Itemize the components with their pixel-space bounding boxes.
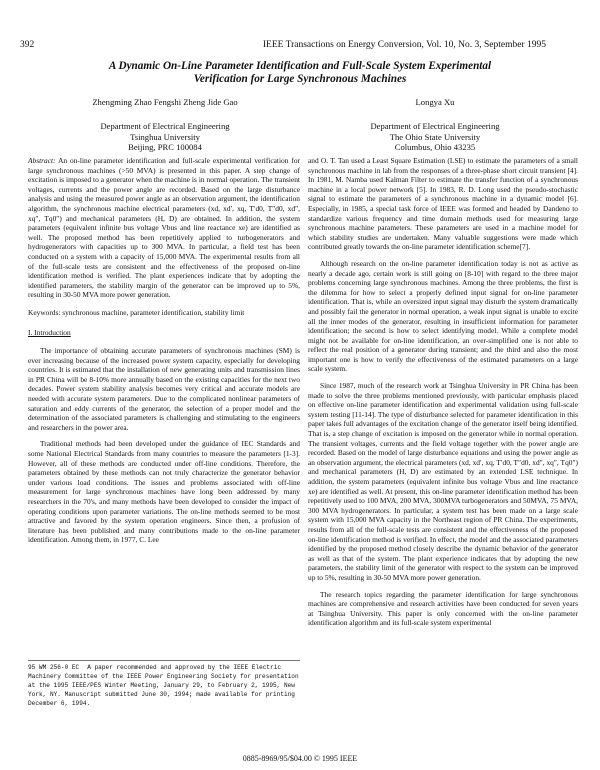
keywords-label: Keywords:: [28, 307, 61, 317]
left-column: [28, 156, 300, 552]
intro-paragraph-2: Traditional methods had been developed under the guidance of IEC Standards and some National Electrical Standards from many countries to measure the parameters [1-3]. However, all of these methods are conducted under off-line conditions. Therefore, the parameters obtained by these methods can not truly characterize the generator behavior under various load conditions. The issues and problems associated with off-line measurement for large synchronous machines have long been addressed by many researchers in the 70's, and many methods have been developed to consider the impact of operating conditions upon parameter variations. The on-line methods seemed to be most attractive and favored by the system operation engineers. Since then, a profusion of literature has been published and many contributions made to the on-line parameter identification. Among them, in 1977, C. Lee: [28, 439, 300, 545]
author-university: The Ohio State University: [389, 131, 481, 142]
page-number: 392: [20, 40, 35, 50]
author-city: Columbus, Ohio 43235: [394, 142, 476, 153]
author-block-tsinghua: [70, 97, 260, 153]
right-column: [308, 156, 578, 635]
running-header: [0, 40, 600, 52]
paper-title: [80, 60, 520, 86]
keywords: [28, 308, 300, 318]
footnote-text: A paper recommended and approved by the IEEE Electric Machinery Committee of the IEEE Power Engineering Society for presentation at the 1995 IEEE/PES Winter Meeting, January 29, to February 2, 1995, New York, NY. Manuscript submitted June 30, 1994; made available for printing December 6, 1994.: [28, 664, 299, 707]
title-line-2: Verification for Large Synchronous Machines: [193, 73, 407, 85]
author-university: Tsinghua University: [130, 131, 200, 142]
intro-paragraph-1: The importance of obtaining accurate parameters of synchronous machines (SM) is ever increasing because of the increased power system capacity, especially for developing countries. It is estimated that the installation of new generating units and transmission lines in PR China will be 8-10% more annually based on the existing capacities for the next two decades. Power system stability analysis becomes very critical and accurate models are needed with accurate system parameters. Due to the complicated nonlinear parameters of saturation and eddy currents of the generator, the selection of a proper model and the determination of the associated parameters is challenging and stimulating to the engineers and researchers in the power area.: [28, 346, 300, 432]
section-heading-introduction: I. Introduction: [28, 327, 71, 337]
body-paragraph-2: Although research on the on-line parameter identification today is not as active as nearly a decade ago, certain work is still going on [8-10] with regard to the three major problems concerning large synchronous machines. Among the three problems, the first is the dilemma for how to select a properly defined input signal for on-line parameter identification. That is, while an oversized input signal may disturb the system dramatically and possibly fail the generator in normal operation, a weak input signal is unable to excite all the inner modes of the generator, resulting in insufficient information for parameter identification; the second is how to select identifying model. While a complete model might not be available for on-line identification, an over-simplified one is not able to reflect the real position of a generator during transient; and the third and also the most important one is how to verify the effectiveness of the estimated parameters on a large scale system.: [308, 258, 578, 374]
abstract-text: An on-line parameter identification and full-scale experimental verification for large synchronous machines (>50 MVA) is presented in this paper. A step change of excitation is imposed to a generator when the machine is in normal operation. The transient voltages, currents and the power angle are recorded. Based on the large disturbance analysis and using the measured power angle as an observation argument, the identification algorithm, the synchronous machine electrical parameters (xd, xd′, xq, T′d0, T″d0, xd″, xq″, Tq0″) and mechanical parameters (H, D) are obtained. In addition, the system parameters (equivalent infinite bus voltage Vbus and line reactance xe) are identified as well. The proposed method has been repetitively applied to turbogenerators and hydrogenerators with capacities up to 300 MVA. In particular, a field test has been conducted on a system with a capacity of 15,000 MVA. The experimental results from all of the full-scale tests are consistent and the effectiveness of the proposed on-line identification method is verified. The plant experiences indicate that by adopting the identified parameters, the stability margin of the generator can be improved up to 5%, resulting in 30-50 MVA more power generation.: [28, 156, 300, 300]
abstract: [28, 156, 300, 300]
footnote: [28, 660, 300, 708]
keywords-text: synchronous machine, parameter identification, stability limit: [62, 307, 245, 317]
author-department: Department of Electrical Engineering: [100, 121, 230, 132]
author-block-ohio: [340, 97, 530, 153]
author-names: Longya Xu: [415, 97, 455, 107]
body-paragraph-1: and O. T. Tan used a Least Square Estimation (LSE) to estimate the parameters of a small synchronous machine in lab from the responses of a three-phase short circuit transient [4]. In 1981, M. Namba used Kalman Filter to estimate the transfer function of a synchronous machine in a local power network [5]. In 1983, R. D. Long used the pseudo-stochastic signal to estimate the parameters of a synchronous machine in a dynamic model [6]. Especially, in 1985, a special task force of IEEE was formed and headed by Dandeno to standardize various frequency and time domain methods used for measuring large synchronous machine parameters. These parameters are used in a machine model for which stability studies are undertaken. Many valuable suggestions were made which contributed greatly towards the on-line parameter identification scheme[7].: [308, 156, 578, 252]
author-names: Zhengming Zhao Fengshi Zheng Jide Gao: [92, 97, 238, 107]
abstract-label: Abstract:: [28, 156, 56, 165]
journal-citation: IEEE Transactions on Energy Conversion, Vol. 10, No. 3, September 1995: [262, 40, 546, 50]
body-paragraph-3: Since 1987, much of the research work at Tsinghua University in PR China has been made to solve the three problems mentioned previously, with particular emphasis placed on effective on-line parameter identification and experimental validation using full-scale system testing [11-14]. The type of disturbance selected for parameter identification in this paper takes full advantages of the excitation change of the generator itself being identified. That is, a step change of excitation is imposed on the generator while in normal operation. The transient voltages, currents and the field voltage together with the power angle are recorded. Based on the model of large disturbance equations and using the power angle as an observation argument, the electrical parameters (xd, xd′, xq, T′d0, T″d0, xd″, xq″, Tq0″) and mechanical parameters (H, D) are estimated by an extended LSE technique. In addition, the system parameters (equivalent infinite bus voltage Vbus and line reactance xe) are identified as well. At present, this on-line parameter identification method has been repetitively used to 100 MVA, 200 MVA, 300MVA turbogenerators and 50MVA, 75 MVA, 300 MVA hydrogenerators. In particular, a system test has been made on a large scale system with 15,000 MVA capacity in the Northeast region of PR China. The experiments, results from all of the full-scale tests are consistent and the effectiveness of the proposed on-line identification method is verified. In effect, the model and the associated parameters identified by the proposed method closely describe the dynamic behavior of the generator as well as that of the system. The plant experience indicates that by adopting the new parameters, the stability limit of the generator with respect to the system can be improved up to 5%, resulting in 30-50 MVA more power generation.: [308, 381, 578, 582]
copyright-line: 0885-8969/95/$04.00 © 1995 IEEE: [242, 754, 358, 763]
body-paragraph-4: The research topics regarding the parameter identification for large synchronous machines are comprehensive and research activities have been conducted for seven years at Tsinghua University. This paper is only concerned with the on-line parameter identification algorithm and its full-scale system experimental: [308, 589, 578, 628]
author-city: Beijing, PRC 100084: [128, 142, 202, 153]
author-department: Department of Electrical Engineering: [370, 121, 500, 132]
paper-code: 95 WM 256-0 EC: [28, 664, 80, 671]
title-line-1: A Dynamic On-Line Parameter Identification and Full-Scale System Experimental: [108, 60, 492, 72]
